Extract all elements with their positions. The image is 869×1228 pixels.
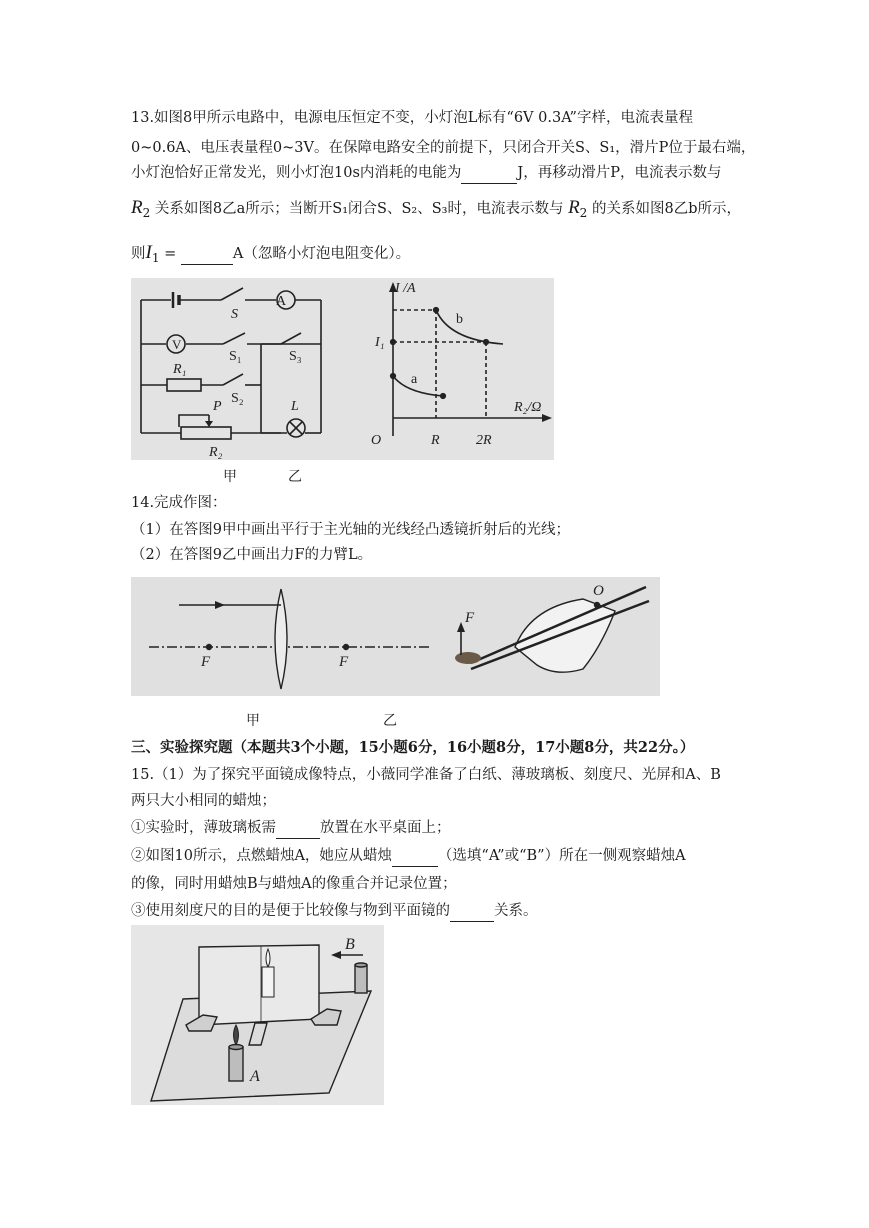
section-3-title: 三、实验探究题（本题共3个小题，15小题6分，16小题8分，17小题8分，共22分。）: [131, 739, 695, 756]
lamp-label: L: [291, 399, 299, 414]
force-f-label: F: [465, 610, 475, 626]
figure-9-caption-jia: 甲: [246, 713, 260, 729]
answer-blank-placement[interactable]: [276, 818, 320, 839]
answer-blank-distance[interactable]: [450, 901, 494, 922]
curve-a-label: a: [411, 372, 418, 387]
graph-i1-label: I₁: [375, 335, 385, 350]
q15-line-1: 15.（1）为了探究平面镜成像特点，小薇同学准备了白纸、薄玻璃板、刻度尺、光屏和A、B: [131, 767, 721, 783]
r1-label: R₁: [173, 362, 187, 377]
answer-blank-energy[interactable]: [461, 163, 517, 184]
graph-y-axis-label: I /A: [395, 281, 416, 296]
fulcrum-o-label: O: [593, 583, 604, 599]
focal-point-left-label: F: [201, 654, 211, 670]
graph-r-tick-label: R: [431, 433, 440, 448]
q13-line-1: 13.如图8甲所示电路中，电源电压恒定不变，小灯泡L标有“6V 0.3A”字样，电流表量程: [131, 110, 693, 126]
graph-origin-label: O: [371, 433, 382, 448]
graph-2r-tick-label: 2R: [476, 433, 492, 448]
ammeter-label: A: [275, 294, 287, 309]
q15-step-2-cont: 的像，同时用蜡烛B与蜡烛A的像重合并记录位置；: [131, 876, 457, 892]
q15-step-1: ①实验时，薄玻璃板需 放置在水平桌面上；: [131, 818, 451, 839]
candle-a-label: A: [250, 1068, 260, 1085]
figure-10: [131, 925, 384, 1105]
plane-mirror-setup: [151, 945, 371, 1101]
r2-label: R₂: [209, 445, 223, 460]
answer-blank-candle[interactable]: [392, 846, 438, 867]
figure-8-caption-jia: 甲: [223, 469, 237, 485]
figure-9: [131, 577, 660, 696]
switch-s3-label: S₃: [289, 349, 302, 364]
switch-s-label: S: [231, 307, 238, 322]
switch-s2-label: S₂: [231, 391, 244, 406]
figure-8-caption-yi: 乙: [288, 469, 302, 485]
chopsticks-diagram: [455, 587, 649, 672]
switch-s1-label: S₁: [229, 349, 242, 364]
graph-x-axis-label: R₂/Ω: [514, 400, 542, 415]
q14-part-2: （2）在答图9乙中画出力F的力臂L。: [131, 547, 373, 563]
voltmeter-label: V: [172, 337, 182, 352]
q15-step-3: ③使用刻度尺的目的是便于比较像与物到平面镜的 关系。: [131, 901, 538, 922]
convex-lens-diagram: [149, 589, 431, 689]
candle-b-label: B: [345, 936, 355, 953]
q13-line-2: 0~0.6A、电压表量程0~3V。在保障电路安全的前提下，只闭合开关S、S₁，滑片P位于最右端，: [131, 140, 756, 156]
curve-b-label: b: [456, 312, 463, 327]
q13-line-4: $R_2$ 关系如图8乙a所示；当断开S₁闭合S、S₂、S₃时，电流表示数与 $R_2$ 的关系如图8乙b所示，: [131, 197, 741, 220]
focal-point-right-label: F: [339, 654, 349, 670]
q13-line-5: 则$I_1 = A$（忽略小灯泡电阻变化）。: [131, 242, 411, 265]
figure-9-caption-yi: 乙: [383, 713, 397, 729]
q15-step-2: ②如图10所示，点燃蜡烛A，她应从蜡烛 （选填“A”或“B”）所在一侧观察蜡烛A: [131, 846, 686, 867]
q14-part-1: （1）在答图9甲中画出平行于主光轴的光线经凸透镜折射后的光线；: [131, 522, 570, 538]
answer-blank-current[interactable]: [181, 244, 233, 265]
slider-p-label: P: [213, 399, 222, 414]
q15-line-2: 两只大小相同的蜡烛；: [131, 793, 276, 809]
q13-line-3: 小灯泡恰好正常发光，则小灯泡10s内消耗的电能为 J，再移动滑片P，电流表示数与: [131, 163, 721, 184]
figure-8: [131, 278, 554, 460]
q14-title: 14.完成作图：: [131, 495, 227, 511]
